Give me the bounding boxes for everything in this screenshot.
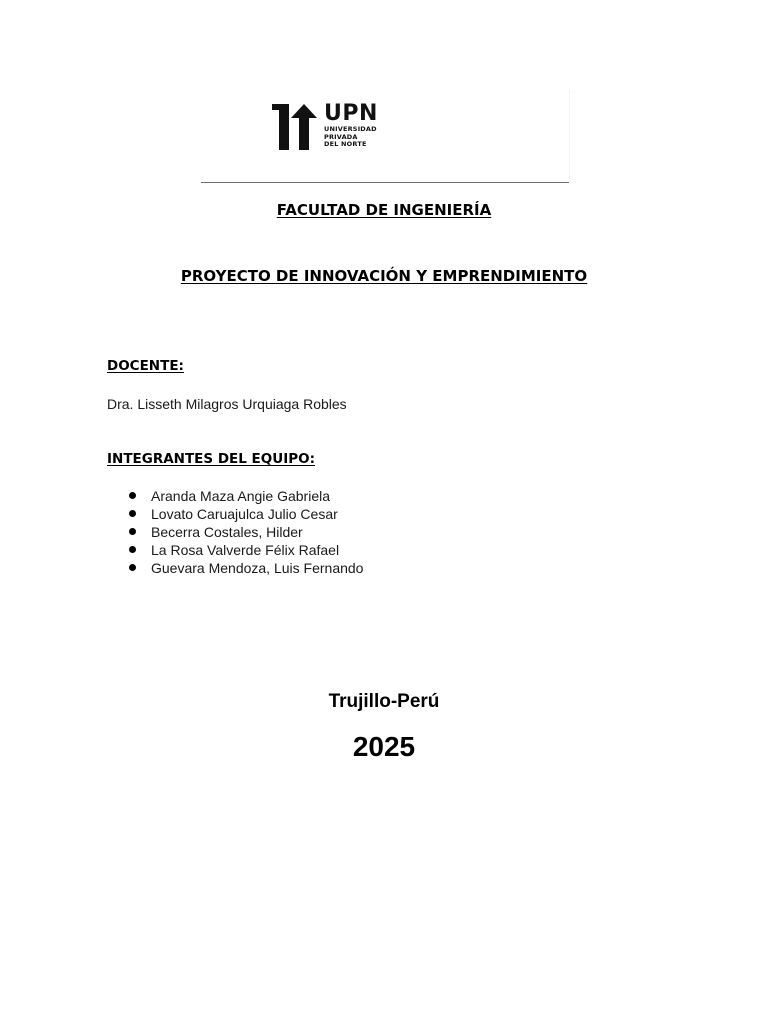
team-member-list [127,487,363,577]
project-title: PROYECTO DE INNOVACIÓN Y EMPRENDIMIENTO [180,267,588,285]
list-item [127,487,363,505]
bullet-icon [129,492,136,499]
logo-line-3: DEL NORTE [324,140,367,148]
logo-title: UPN [324,101,378,126]
team-member-name: Guevara Mendoza, Luis Fernando [151,560,364,576]
team-member-name: Lovato Caruajulca Julio Cesar [151,506,338,522]
year: 2025 [352,731,416,762]
logo-wordmark [324,102,378,149]
docente-name: Dra. Lisseth Milagros Urquiaga Robles [107,396,347,412]
list-item [127,541,363,559]
team-member-name: La Rosa Valverde Félix Rafael [151,542,340,558]
team-member-name: Becerra Costales, Hilder [151,524,303,540]
team-member-name: Aranda Maza Angie Gabriela [151,488,330,504]
logo-line-2: PRIVADA [324,132,358,141]
bullet-icon [129,528,136,535]
bullet-icon [129,546,136,553]
team-heading: INTEGRANTES DEL EQUIPO: [107,451,316,467]
bullet-icon [129,564,136,571]
city-location: Trujillo-Perú [328,691,440,712]
list-item [127,559,363,577]
list-item [127,523,363,541]
list-item [127,505,363,523]
logo-line-1: UNIVERSIDAD [324,125,377,133]
university-logo-banner [201,90,569,183]
docente-heading: DOCENTE: [107,358,184,374]
faculty-title: FACULTAD DE INGENIERÍA [276,201,492,219]
upn-arrow-logo-icon [269,104,317,152]
bullet-icon [129,510,136,517]
